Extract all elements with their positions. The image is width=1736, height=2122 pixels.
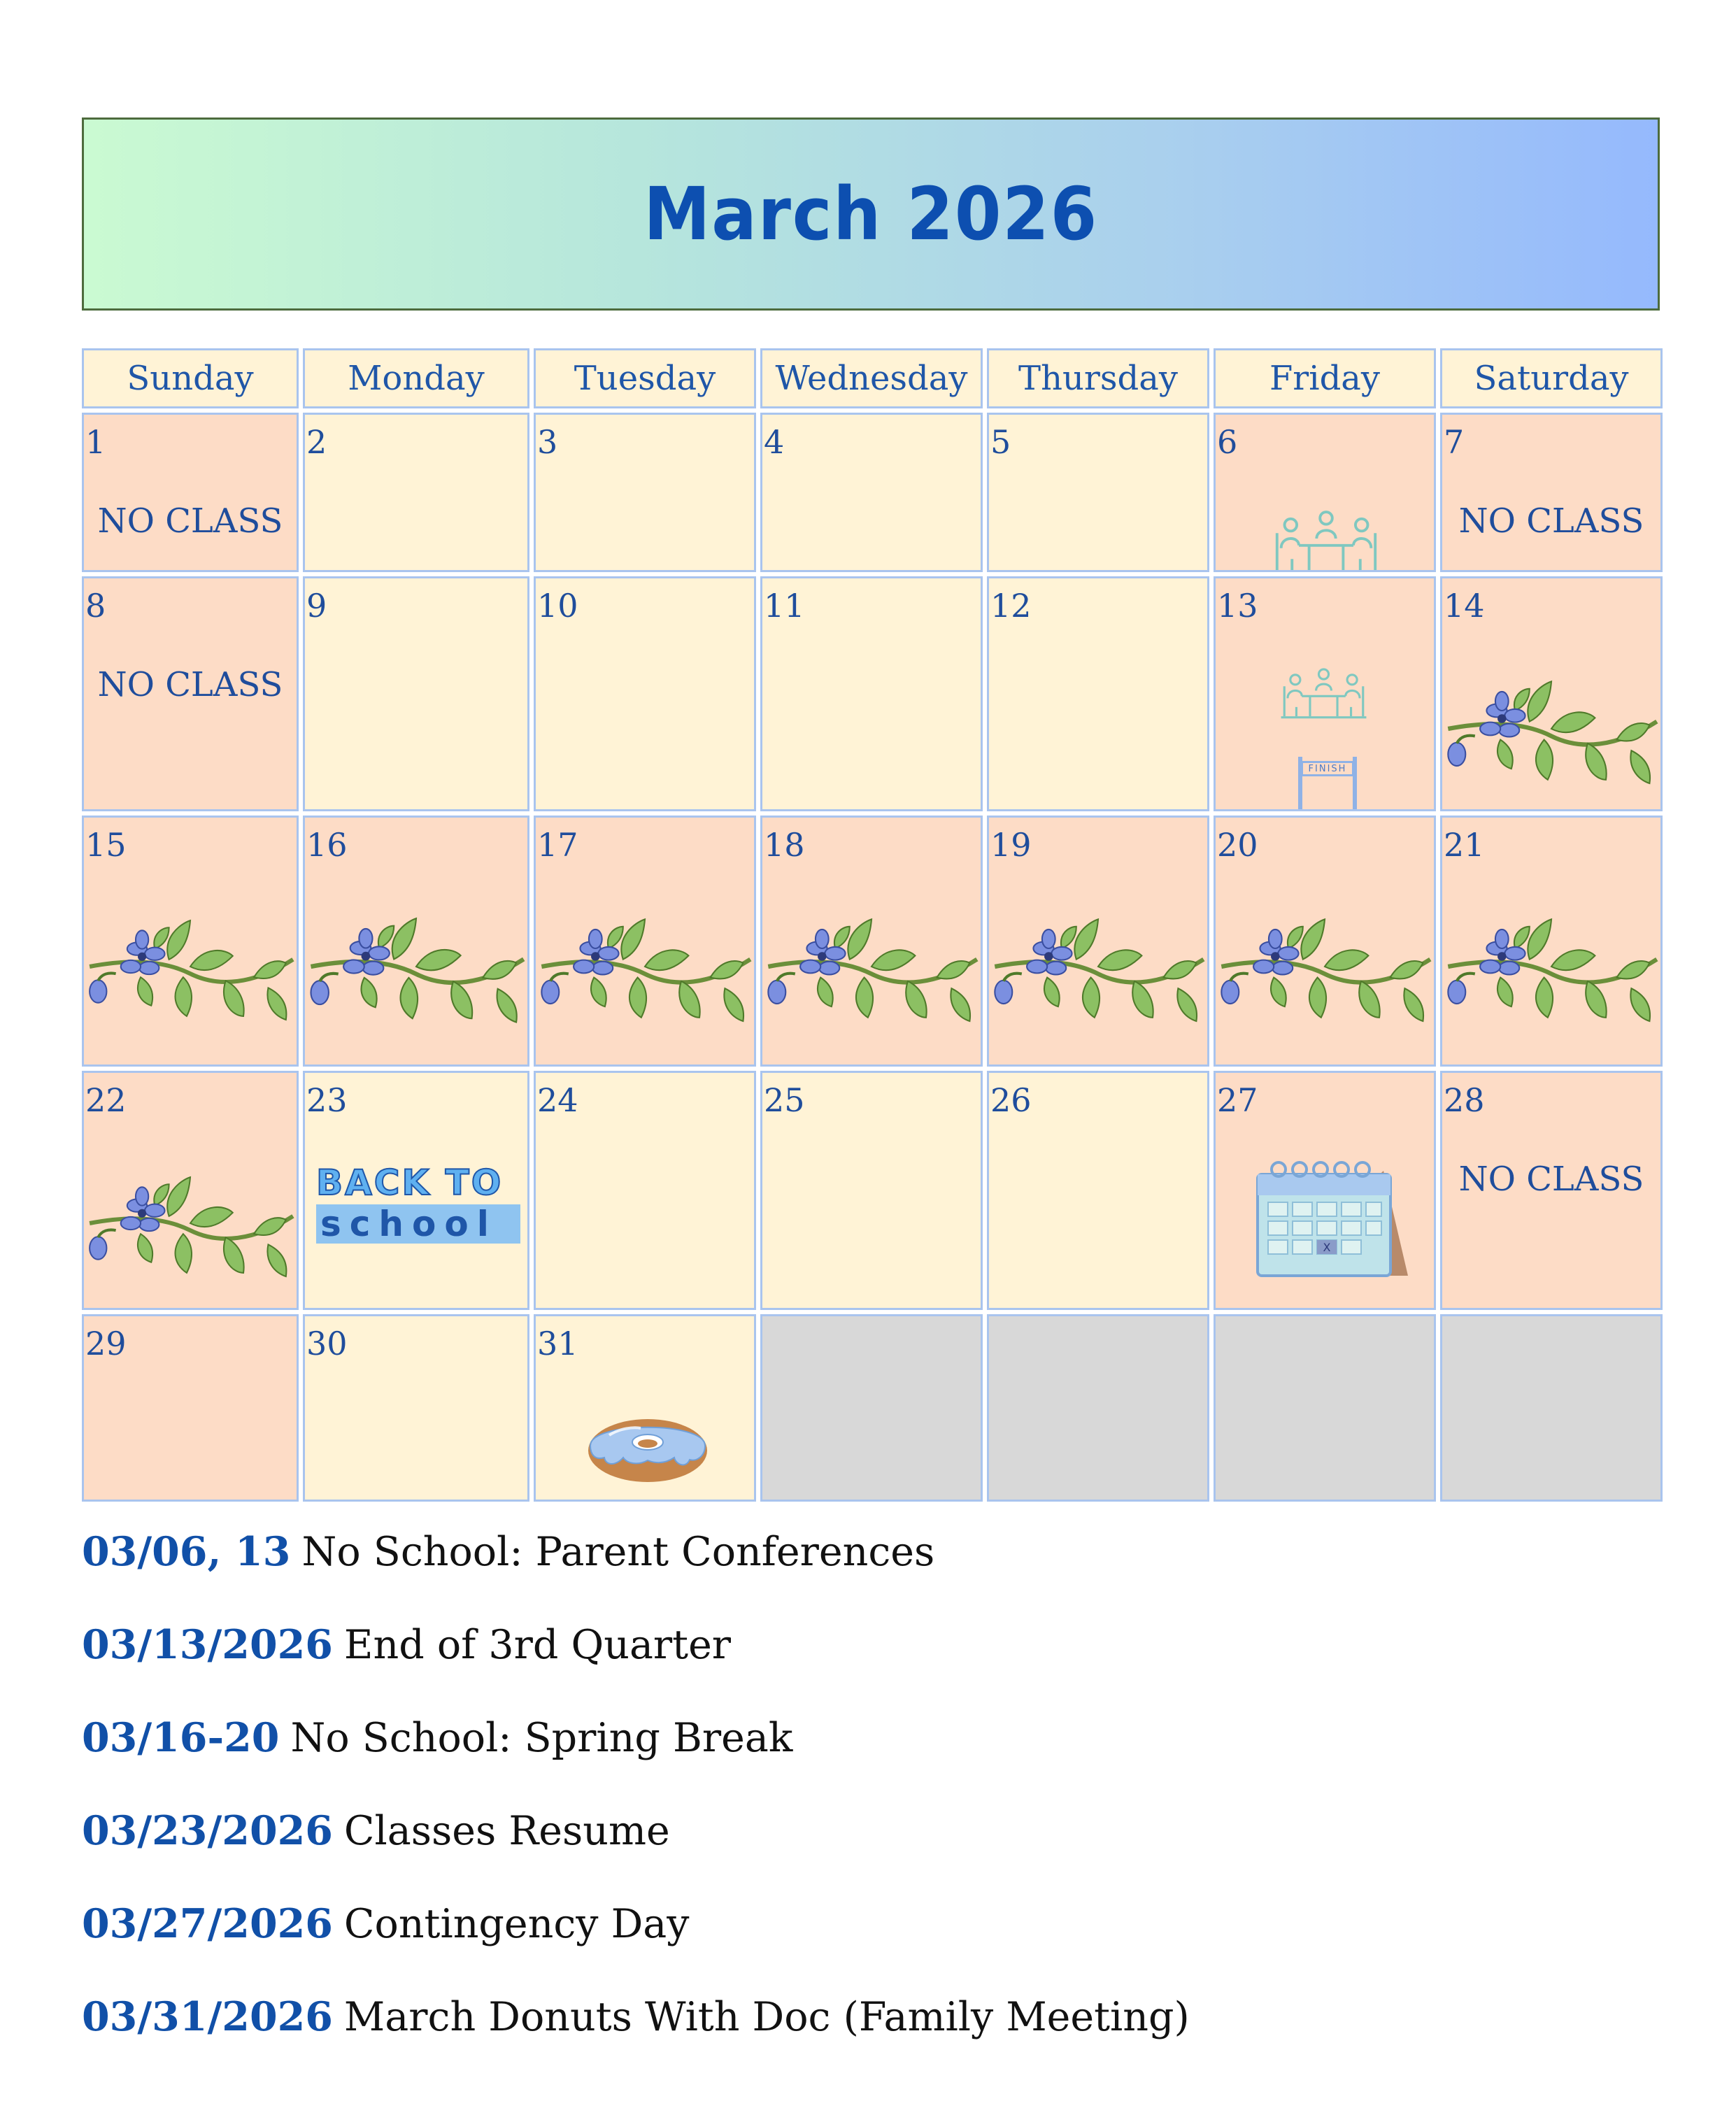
legend-text: No School: Parent Conferences bbox=[301, 1529, 935, 1575]
legend-text: March Donuts With Doc (Family Meeting) bbox=[343, 1994, 1190, 2040]
legend-date: 03/23/2026 bbox=[82, 1807, 333, 1854]
legend-date: 03/13/2026 bbox=[82, 1621, 333, 1668]
day-number: 27 bbox=[1217, 1081, 1258, 1119]
flower-vine-icon bbox=[762, 900, 981, 1033]
day-cell-8[interactable] bbox=[82, 576, 299, 811]
day-number: 22 bbox=[85, 1081, 127, 1119]
day-number: 24 bbox=[537, 1081, 578, 1119]
day-number: 30 bbox=[306, 1325, 348, 1362]
weekday-header-sunday: Sunday bbox=[82, 348, 299, 408]
legend-date: 03/16-20 bbox=[82, 1714, 280, 1761]
day-number: 14 bbox=[1444, 587, 1485, 625]
legend-text: End of 3rd Quarter bbox=[343, 1622, 732, 1668]
day-number: 29 bbox=[85, 1325, 127, 1362]
day-cell-22[interactable] bbox=[82, 1071, 299, 1310]
empty-cell bbox=[760, 1314, 983, 1502]
legend-item bbox=[82, 1807, 670, 1854]
day-number: 3 bbox=[537, 423, 558, 461]
weekday-header-monday: Monday bbox=[303, 348, 529, 408]
donut-icon bbox=[585, 1407, 711, 1484]
day-cell-5[interactable] bbox=[987, 413, 1209, 572]
day-number: 2 bbox=[306, 423, 327, 461]
day-number: 18 bbox=[764, 826, 805, 864]
day-cell-26[interactable] bbox=[987, 1071, 1209, 1310]
month-banner bbox=[82, 118, 1660, 311]
legend-date: 03/06, 13 bbox=[82, 1528, 291, 1575]
day-number: 9 bbox=[306, 587, 327, 625]
legend-item bbox=[82, 1621, 731, 1668]
empty-cell bbox=[1214, 1314, 1436, 1502]
day-cell-18[interactable] bbox=[760, 816, 983, 1067]
empty-cell bbox=[987, 1314, 1209, 1502]
meeting-icon bbox=[1272, 506, 1381, 572]
legend-text: No School: Spring Break bbox=[290, 1715, 793, 1761]
day-number: 12 bbox=[990, 587, 1032, 625]
finish-line-icon bbox=[1298, 757, 1357, 811]
legend-date: 03/31/2026 bbox=[82, 1993, 333, 2040]
day-cell-1[interactable] bbox=[82, 413, 299, 572]
flower-vine-icon bbox=[989, 900, 1207, 1033]
day-number: 16 bbox=[306, 826, 348, 864]
day-cell-2[interactable] bbox=[303, 413, 529, 572]
back-to-school-icon bbox=[316, 1162, 520, 1244]
day-number: 8 bbox=[85, 587, 106, 625]
flower-vine-icon bbox=[305, 900, 527, 1033]
day-cell-6[interactable] bbox=[1214, 413, 1436, 572]
day-cell-7[interactable] bbox=[1440, 413, 1663, 572]
day-number: 21 bbox=[1444, 826, 1485, 864]
day-number: 6 bbox=[1217, 423, 1238, 461]
legend-text: Contingency Day bbox=[343, 1901, 690, 1947]
school-text: school bbox=[316, 1204, 520, 1244]
legend-item bbox=[82, 1528, 934, 1575]
weekday-header-tuesday: Tuesday bbox=[534, 348, 756, 408]
day-cell-21[interactable] bbox=[1440, 816, 1663, 1067]
day-cell-20[interactable] bbox=[1214, 816, 1436, 1067]
day-cell-14[interactable] bbox=[1440, 576, 1663, 811]
day-cell-27[interactable] bbox=[1214, 1071, 1436, 1310]
no-class-label: NO CLASS bbox=[1458, 501, 1644, 541]
day-cell-11[interactable] bbox=[760, 576, 983, 811]
day-cell-3[interactable] bbox=[534, 413, 756, 572]
flower-vine-icon bbox=[84, 900, 297, 1033]
day-cell-29[interactable] bbox=[82, 1314, 299, 1502]
day-cell-28[interactable] bbox=[1440, 1071, 1663, 1310]
calendar-grid bbox=[82, 348, 1660, 1502]
day-number: 17 bbox=[537, 826, 578, 864]
weekday-header-friday: Friday bbox=[1214, 348, 1436, 408]
finish-banner-text: FINISH bbox=[1301, 761, 1354, 776]
empty-cell bbox=[1440, 1314, 1663, 1502]
meeting-icon bbox=[1280, 664, 1367, 720]
day-number: 7 bbox=[1444, 423, 1465, 461]
day-cell-4[interactable] bbox=[760, 413, 983, 572]
day-cell-12[interactable] bbox=[987, 576, 1209, 811]
flower-vine-icon bbox=[1442, 900, 1660, 1033]
flower-vine-icon bbox=[1216, 900, 1434, 1033]
day-number: 5 bbox=[990, 423, 1011, 461]
legend-item bbox=[82, 1900, 689, 1947]
day-number: 11 bbox=[764, 587, 805, 625]
day-number: 28 bbox=[1444, 1081, 1485, 1119]
day-cell-25[interactable] bbox=[760, 1071, 983, 1310]
day-number: 1 bbox=[85, 423, 106, 461]
day-number: 19 bbox=[990, 826, 1032, 864]
flower-vine-icon bbox=[1442, 662, 1660, 795]
weekday-header-wednesday: Wednesday bbox=[760, 348, 983, 408]
flower-vine-icon bbox=[536, 900, 754, 1033]
day-cell-10[interactable] bbox=[534, 576, 756, 811]
legend-item bbox=[82, 1993, 1190, 2040]
day-cell-17[interactable] bbox=[534, 816, 756, 1067]
weekday-header-thursday: Thursday bbox=[987, 348, 1209, 408]
calendar-icon bbox=[1244, 1157, 1411, 1283]
day-number: 26 bbox=[990, 1081, 1032, 1119]
flower-vine-icon bbox=[84, 1157, 297, 1290]
day-number: 10 bbox=[537, 587, 578, 625]
day-cell-31[interactable] bbox=[534, 1314, 756, 1502]
legend-item bbox=[82, 1714, 792, 1761]
page-title: March 2026 bbox=[643, 171, 1098, 257]
day-number: 15 bbox=[85, 826, 127, 864]
day-cell-23[interactable] bbox=[303, 1071, 529, 1310]
day-cell-15[interactable] bbox=[82, 816, 299, 1067]
no-class-label: NO CLASS bbox=[1458, 1160, 1644, 1199]
no-class-label: NO CLASS bbox=[97, 501, 283, 541]
day-number: 4 bbox=[764, 423, 785, 461]
legend-date: 03/27/2026 bbox=[82, 1900, 333, 1947]
day-number: 25 bbox=[764, 1081, 805, 1119]
day-number: 20 bbox=[1217, 826, 1258, 864]
day-cell-13[interactable] bbox=[1214, 576, 1436, 811]
no-class-label: NO CLASS bbox=[97, 665, 283, 704]
weekday-header-saturday: Saturday bbox=[1440, 348, 1663, 408]
back-to-text: BACK TO bbox=[316, 1162, 504, 1203]
day-cell-24[interactable] bbox=[534, 1071, 756, 1310]
day-cell-9[interactable] bbox=[303, 576, 529, 811]
day-number: 31 bbox=[537, 1325, 578, 1362]
day-cell-16[interactable] bbox=[303, 816, 529, 1067]
day-cell-19[interactable] bbox=[987, 816, 1209, 1067]
day-number: 23 bbox=[306, 1081, 348, 1119]
day-number: 13 bbox=[1217, 587, 1258, 625]
legend-text: Classes Resume bbox=[343, 1808, 670, 1854]
day-cell-30[interactable] bbox=[303, 1314, 529, 1502]
